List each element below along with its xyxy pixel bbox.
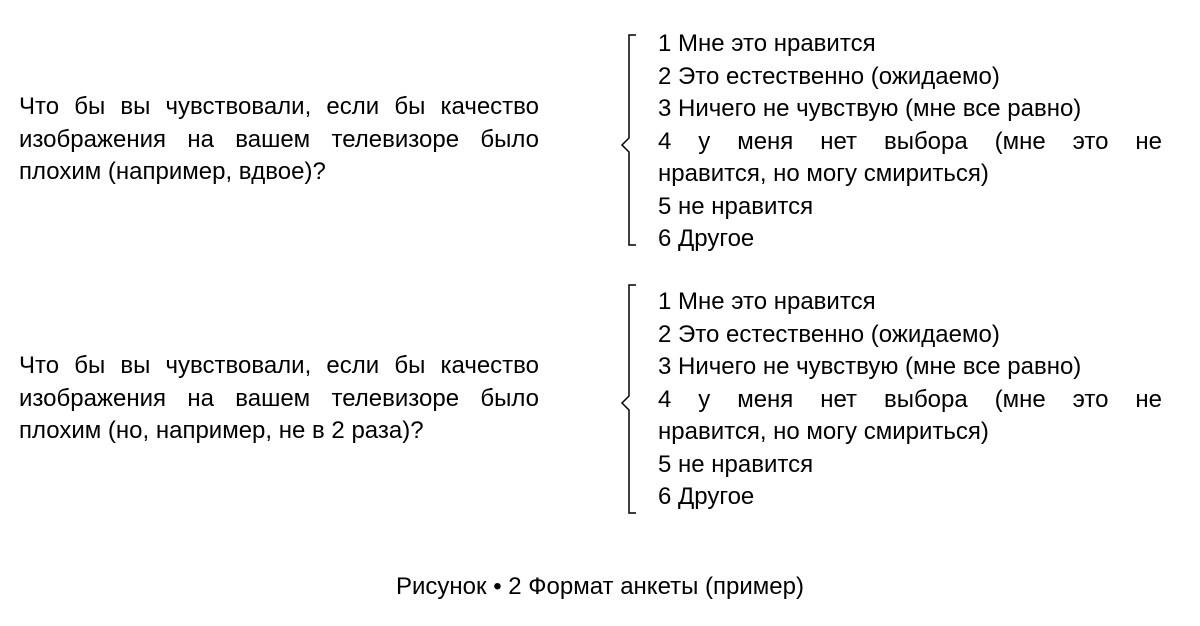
answer-option: 3 Ничего не чувствую (мне все равно) [658, 353, 1082, 380]
answer-option: 5 не нравится [658, 450, 814, 478]
answer-option: 4 у меня нет выбора (мне это не [658, 127, 1162, 155]
answer-option: 5 не нравится [658, 192, 814, 220]
answer-option-continued: нравится, но могу смириться) [658, 418, 989, 445]
answer-option: 6 Другое [658, 483, 755, 510]
answer-list-2 [658, 286, 1162, 514]
figure-caption: Рисунок • 2 Формат анкеты (пример) [396, 573, 804, 600]
brace-icon [605, 34, 645, 246]
question-text-2: Что бы вы чувствовали, если бы качество изображения на вашем телевизоре было плохим (но, например, не в 2 раза)? [19, 352, 539, 444]
answer-option: 2 Это естественно (ожидаемо) [658, 62, 1000, 90]
answer-list-1 [658, 28, 1162, 256]
answer-option: 2 Это естественно (ожидаемо) [658, 320, 1000, 348]
answer-option: 1 Мне это нравится [658, 30, 876, 57]
brace-icon [605, 284, 645, 514]
question-text-1: Что бы вы чувствовали, если бы качество изображения на вашем телевизоре было плохим (например, вдвое)? [19, 93, 539, 185]
answer-option-continued: нравится, но могу смириться) [658, 160, 989, 187]
answer-option: 1 Мне это нравится [658, 288, 876, 315]
answer-option: 4 у меня нет выбора (мне это не [658, 385, 1162, 413]
answer-option: 6 Другое [658, 225, 755, 252]
answer-option: 3 Ничего не чувствую (мне все равно) [658, 95, 1082, 122]
cropped-text-fragment [0, 0, 1200, 12]
